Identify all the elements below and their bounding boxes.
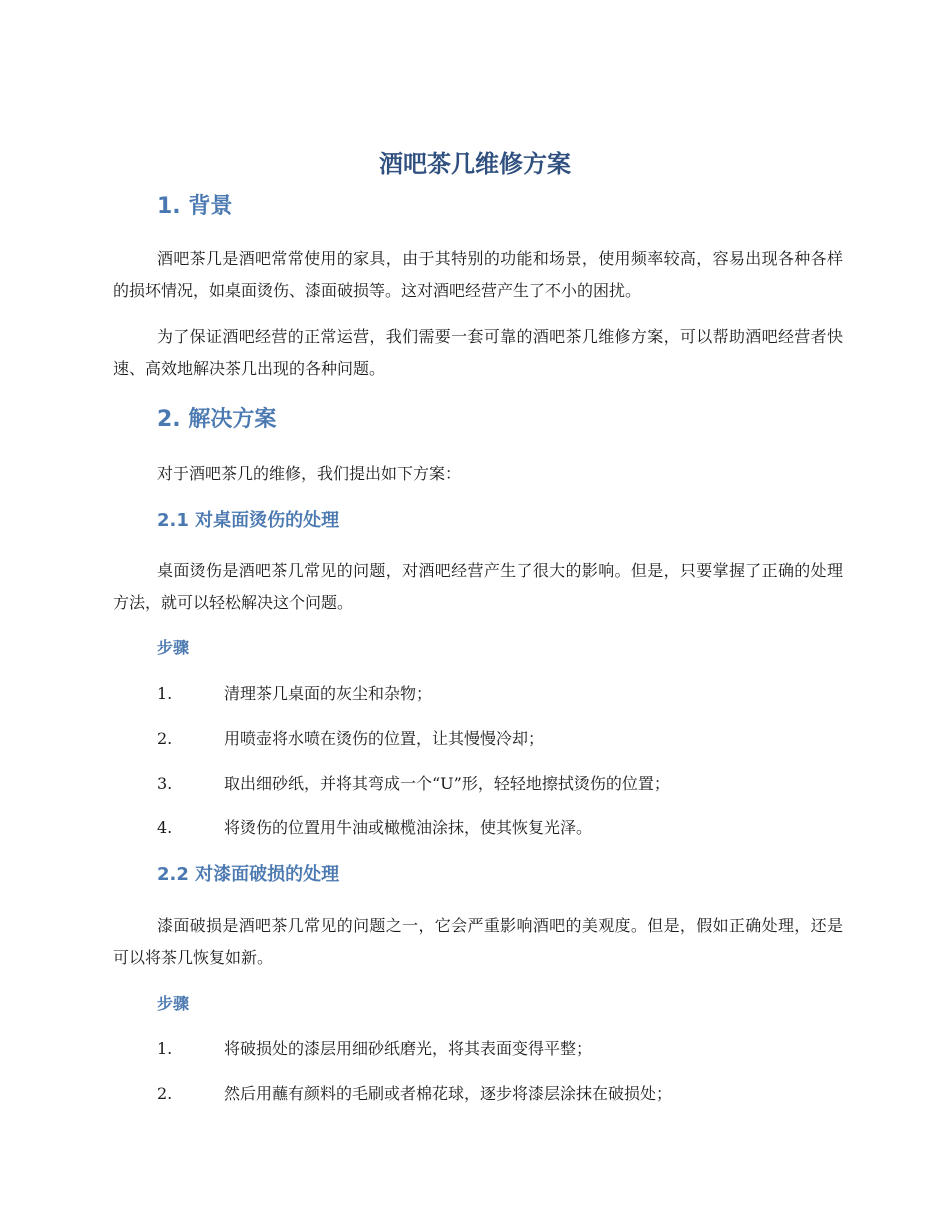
solution-intro: 对于酒吧茶几的维修，我们提出如下方案： <box>157 464 462 483</box>
subsection-heading-paint: 2.2 对漆面破损的处理 <box>157 864 340 885</box>
list-text: 用喷壶将水喷在烫伤的位置，让其慢慢冷却； <box>224 729 545 748</box>
list-number: 1. <box>157 1039 173 1058</box>
list-text: 将破损处的漆层用细砂纸磨光，将其表面变得平整； <box>224 1039 593 1058</box>
paint-paragraph: 漆面破损是酒吧茶几常见的问题之一，它会严重影响酒吧的美观度。但是，假如正确处理，还是可以将茶几恢复如新。 <box>113 916 843 967</box>
list-text: 取出细砂纸，并将其弯成一个“U”形，轻轻地擦拭烫伤的位置； <box>224 774 670 793</box>
subsection-heading-burn: 2.1 对桌面烫伤的处理 <box>157 510 340 531</box>
list-number: 3. <box>157 774 173 793</box>
document-title: 酒吧茶几维修方案 <box>379 150 571 178</box>
burn-paragraph: 桌面烫伤是酒吧茶几常见的问题，对酒吧经营产生了很大的影响。但是，只要掌握了正确的处理方法，就可以轻松解决这个问题。 <box>113 561 843 612</box>
list-number: 1. <box>157 684 173 703</box>
section-heading-background: 1. 背景 <box>157 194 233 219</box>
list-text: 清理茶几桌面的灰尘和杂物； <box>224 684 433 703</box>
list-number: 4. <box>157 818 173 837</box>
list-number: 2. <box>157 729 173 748</box>
background-paragraph-1: 酒吧茶几是酒吧常常使用的家具，由于其特别的功能和场景，使用频率较高，容易出现各种各样的损坏情况，如桌面烫伤、漆面破损等。这对酒吧经营产生了不小的困扰。 <box>113 249 843 300</box>
section-heading-solution: 2. 解决方案 <box>157 407 277 432</box>
paint-steps-label: 步骤 <box>157 994 190 1013</box>
list-text: 将烫伤的位置用牛油或橄榄油涂抹，使其恢复光泽。 <box>224 818 593 837</box>
list-number: 2. <box>157 1084 173 1103</box>
list-text: 然后用蘸有颜料的毛刷或者棉花球，逐步将漆层涂抹在破损处； <box>224 1084 673 1103</box>
burn-steps-label: 步骤 <box>157 638 190 657</box>
background-paragraph-2: 为了保证酒吧经营的正常运营，我们需要一套可靠的酒吧茶几维修方案，可以帮助酒吧经营者快速、高效地解决茶几出现的各种问题。 <box>113 327 843 378</box>
